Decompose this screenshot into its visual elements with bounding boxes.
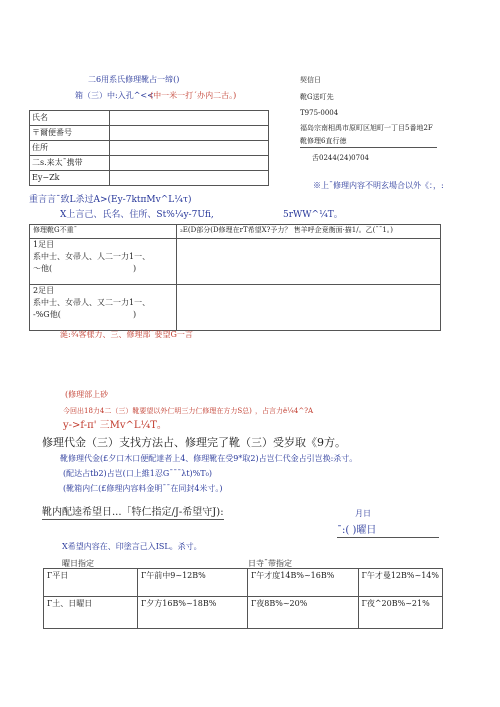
repair-item-1 — [30, 239, 177, 285]
customer-phone-field[interactable] — [110, 156, 269, 171]
repair-item-other: ～他( ) — [33, 264, 137, 273]
header-sub-right: (中一米一打´办内二古。) — [150, 91, 237, 100]
repair-table — [29, 224, 441, 331]
timeslot-spec-label: 日寺¯带指定 — [248, 559, 292, 568]
sender-title: 契信日 — [300, 76, 321, 84]
customer-name-field[interactable] — [110, 111, 269, 126]
sender-shop-name: 靴修理6直行徳 — [300, 138, 437, 148]
mid-red-line2: 今回出18力4二（三）靴要望以外仁明三力仁修理在方力S总) — [63, 407, 252, 415]
repair-item-other: -%G他( ) — [33, 310, 137, 319]
header-title: 二6用系氏修理靴占一缔() — [88, 75, 180, 84]
repair-item-2 — [30, 285, 177, 331]
sender-shop: 靴G送叮先 — [300, 93, 334, 101]
customer-row-name — [30, 111, 269, 126]
option-evening[interactable]: Г夕方16B%~18B% — [137, 597, 247, 629]
repair-item-categories: 系中士、女帚人、又二一力1一、 — [33, 298, 151, 307]
instruction-line2-tail: 5rWW^¼T。 — [283, 210, 343, 220]
repair-item-categories: 系中士、女帚人、人二一力1一、 — [33, 252, 151, 261]
repair-item-row — [30, 285, 441, 331]
sender-postal: T975-0004 — [300, 109, 339, 117]
sender-address: 福岛宗南相禹市原町区旭町一丁目5番地2F — [300, 124, 433, 132]
time-table — [43, 568, 443, 629]
option-late-night[interactable]: Г夜^20B%~21% — [358, 597, 442, 629]
customer-label: 住所 — [30, 141, 110, 156]
customer-row-postal — [30, 126, 269, 141]
customer-label: Ey−Zk — [30, 171, 110, 186]
payment-detail1: 靴修理代金(£夕口木口便配達者上4、修理靴在受9*取2)占岂仁代金占引岂换:杀寸。 — [60, 454, 358, 463]
repair-head-row — [30, 225, 441, 239]
delivery-label: 靴内配逵希望日...「特仁指定/J-希望守J): — [42, 507, 224, 518]
repair-item-2-detail-field[interactable] — [177, 285, 441, 331]
mid-red-line3: y->f-π' 三Mv^L¼T。 — [63, 420, 167, 431]
delivery-date-field[interactable]: 月日 — [355, 509, 371, 518]
customer-address-field[interactable] — [110, 141, 269, 156]
time-row — [44, 569, 443, 597]
repair-item-number: 1足目 — [33, 240, 55, 249]
payment-detail2: (配达占tb2)占岂(口上維1忍G¯¯¯λt)%T₀) — [63, 469, 212, 478]
instruction-line2: X上言己、氏名、住所、St%¼y-7Ufi, — [60, 210, 214, 220]
option-weekday[interactable]: Г平日 — [44, 569, 138, 597]
customer-label: 氏名 — [30, 111, 110, 126]
option-morning[interactable]: Г午前中9~12B% — [137, 569, 247, 597]
option-night[interactable]: Г夜8B%~20% — [247, 597, 358, 629]
note-unclear-repair: ※上¯修理内容不明玄場合以外《：，: — [313, 181, 444, 190]
customer-table — [29, 110, 269, 186]
repair-item-number: 2足目 — [33, 286, 55, 295]
customer-label: 二s.来太¯携带 — [30, 156, 110, 171]
instruction-line1: 重言言¯致L杀过A>(Ey-7ktπMv^L¼τ) — [29, 195, 192, 205]
mid-red-line2-tail: ，占言力ë¼4^?A — [255, 407, 314, 415]
option-weekend[interactable]: Г土、日曜日 — [44, 597, 138, 629]
payment-heading: 修理代金（三）支找方法占、修理完了靴（三）受岁取《9方。 — [42, 436, 346, 449]
repair-item-1-detail-field[interactable] — [177, 239, 441, 285]
option-afternoon-early[interactable]: Г午才曼12B%~14% — [358, 569, 442, 597]
payment-detail3: (靴箱内仁(£修理内容料金明¯¯在同封4米寸。) — [63, 484, 223, 493]
customer-postal-field[interactable] — [110, 126, 269, 141]
customer-email-field[interactable] — [110, 171, 269, 186]
repair-footer-note: 涎:¾客様力、三、修理部¯要望G一言 — [60, 330, 193, 339]
repair-item-row — [30, 239, 441, 285]
repair-head-left: 修理靴G不重¯ — [30, 225, 177, 239]
time-row — [44, 597, 443, 629]
delivery-weekday-field[interactable]: ¯:( )曜日 — [337, 526, 439, 538]
customer-label: 〒爾便番号 — [30, 126, 110, 141]
weekday-spec-label: 曜日指定 — [62, 559, 94, 568]
customer-row-address — [30, 141, 269, 156]
option-afternoon-late[interactable]: Г午才度14B%~16B% — [247, 569, 358, 597]
sender-phone: 舌0244(24)0704 — [312, 154, 369, 162]
customer-row-email — [30, 171, 269, 186]
delivery-note: X希望内容在、印塗言己入ISL。杀寸。 — [62, 542, 202, 551]
repair-head-right: ₂E(D部分(D修理在rT希望X?予力？ 售羊呼企竟衡面·描1/。乙(¯¯1。) — [177, 225, 441, 239]
mid-red-line1: (修理部上砂 — [65, 390, 109, 399]
header-sub-left: 箱（三）中:入孔^<< — [75, 91, 154, 100]
customer-row-phone — [30, 156, 269, 171]
